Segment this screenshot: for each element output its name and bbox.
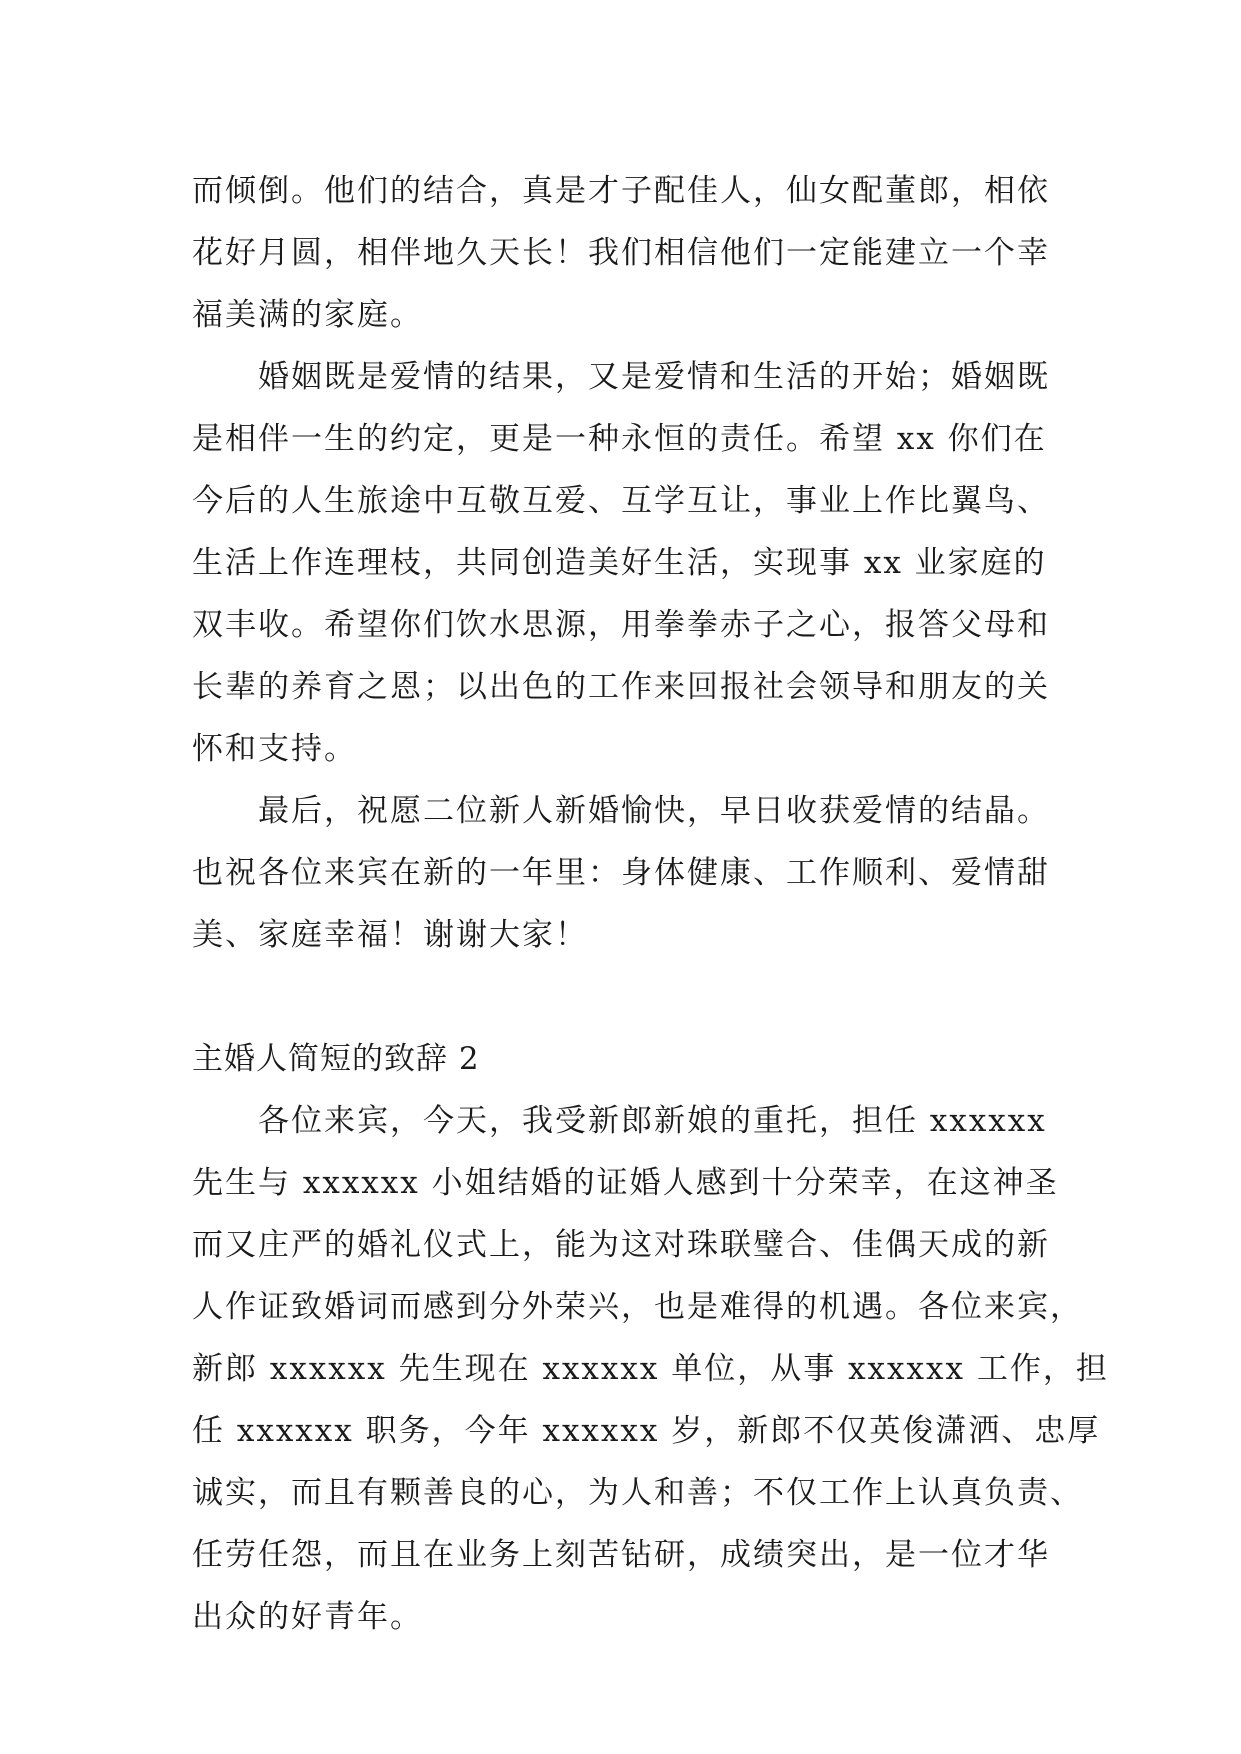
text-line: 出众的好青年。 xyxy=(192,1599,423,1635)
paragraph-continuation xyxy=(192,160,1052,346)
text-line: 新郎 xxxxxx 先生现在 xxxxxx 单位，从事 xxxxxx 工作，担 xyxy=(192,1351,1109,1387)
paragraph-closing xyxy=(192,780,1052,966)
text-line: 美、家庭幸福！谢谢大家！ xyxy=(192,917,588,953)
paragraph-marriage xyxy=(192,346,1052,780)
text-line: 任劳任怨，而且在业务上刻苦钻研，成绩突出，是一位才华 xyxy=(192,1537,1050,1573)
text-line: 今后的人生旅途中互敬互爱、互学互让，事业上作比翼鸟、 xyxy=(192,483,1050,519)
document-body xyxy=(192,160,1109,1648)
text-line: 先生与 xxxxxx 小姐结婚的证婚人感到十分荣幸，在这神圣 xyxy=(192,1165,1059,1201)
text-line: 花好月圆，相伴地久天长！我们相信他们一定能建立一个幸 xyxy=(192,235,1050,271)
text-line: 而倾倒。他们的结合，真是才子配佳人，仙女配董郎，相依 xyxy=(192,173,1050,209)
text-line: 双丰收。希望你们饮水思源，用拳拳赤子之心，报答父母和 xyxy=(192,607,1050,643)
text-line: 诚实，而且有颗善良的心，为人和善；不仅工作上认真负责、 xyxy=(192,1475,1083,1511)
section-2 xyxy=(192,1028,1109,1648)
text-line: 也祝各位来宾在新的一年里：身体健康、工作顺利、爱情甜 xyxy=(192,855,1050,891)
text-line: 生活上作连理枝，共同创造美好生活，实现事 xx 业家庭的 xyxy=(192,545,1047,581)
text-line: 任 xxxxxx 职务，今年 xxxxxx 岁，新郎不仅英俊潇洒、忠厚 xyxy=(192,1413,1101,1449)
text-line: 而又庄严的婚礼仪式上，能为这对珠联璧合、佳偶天成的新 xyxy=(192,1227,1050,1263)
text-line: 怀和支持。 xyxy=(192,731,357,767)
text-line: 各位来宾，今天，我受新郎新娘的重托，担任 xxxxxx xyxy=(258,1103,1047,1139)
text-line: 福美满的家庭。 xyxy=(192,297,423,333)
section-heading: 主婚人简短的致辞 2 xyxy=(192,1041,480,1077)
text-line: 最后，祝愿二位新人新婚愉快，早日收获爱情的结晶。 xyxy=(258,793,1050,829)
text-line: 是相伴一生的约定，更是一种永恒的责任。希望 xx 你们在 xyxy=(192,421,1047,457)
text-line: 婚姻既是爱情的结果，又是爱情和生活的开始；婚姻既 xyxy=(258,359,1050,395)
text-line: 长辈的养育之恩；以出色的工作来回报社会领导和朋友的关 xyxy=(192,669,1050,705)
section-spacer xyxy=(192,966,1052,1028)
text-line: 人作证致婚词而感到分外荣兴，也是难得的机遇。各位来宾， xyxy=(192,1289,1083,1325)
